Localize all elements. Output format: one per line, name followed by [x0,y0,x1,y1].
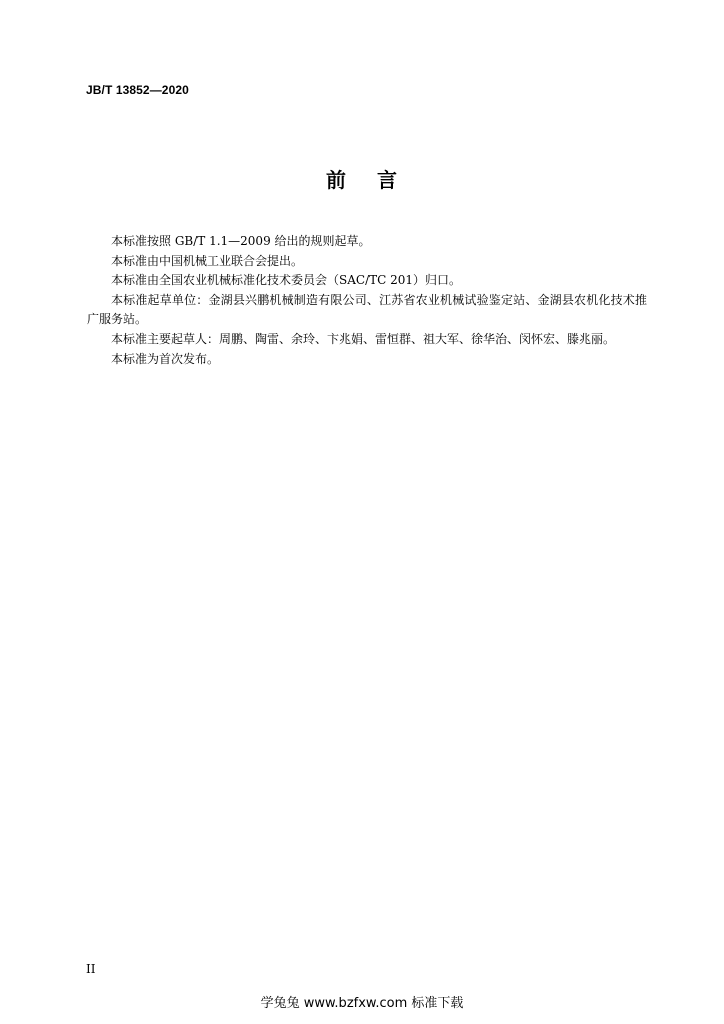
page-title [0,164,724,193]
page-number: II [86,962,96,976]
foreword-body [87,232,647,369]
paragraph-proposer: 本标准由中国机械工业联合会提出。 [111,253,304,268]
paragraph-first-release: 本标准为首次发布。 [111,351,220,366]
paragraph-drafting-units: 本标准起草单位：金湖县兴鹏机械制造有限公司、江苏省农业机械试验鉴定站、金湖县农机化技术推广服务站。 [87,292,647,327]
footer-watermark: 学兔兔 www.bzfxw.com 标准下载 [260,996,464,1011]
paragraph-drafting-rules: 本标准按照 GB/T 1.1—2009 给出的规则起草。 [111,234,371,248]
title-char-1: 前 [326,168,347,192]
paragraph-committee: 本标准由全国农业机械标准化技术委员会（SAC/TC 201）归口。 [111,273,462,288]
document-code: JB/T 13852—2020 [86,83,189,97]
paragraph-drafters: 本标准主要起草人：周鹏、陶雷、余玲、卞兆娟、雷恒群、祖大军、徐华治、闵怀宏、滕兆丽。 [111,331,616,346]
title-char-2: 言 [377,168,398,192]
